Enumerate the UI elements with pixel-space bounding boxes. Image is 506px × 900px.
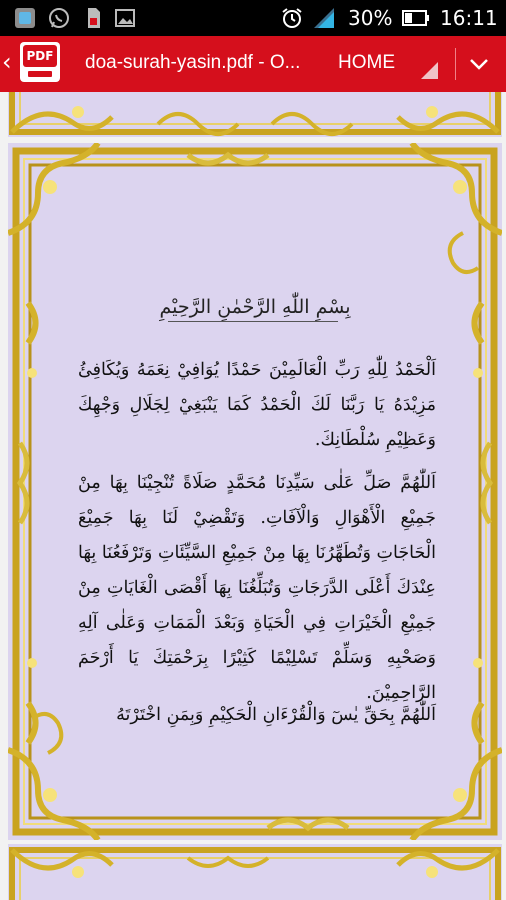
whatsapp-icon (48, 7, 70, 29)
home-button[interactable]: HOME (338, 52, 395, 73)
basmala-underline (168, 321, 338, 322)
pdf-page-next (8, 844, 502, 900)
battery-icon (402, 6, 430, 30)
back-icon[interactable]: ‹ (2, 48, 12, 76)
signal-icon (312, 6, 336, 30)
pdf-page (8, 143, 502, 840)
document-title[interactable]: doa-surah-yasin.pdf - O... (85, 52, 301, 73)
battery-percent: 30% (348, 6, 393, 30)
pdf-app-logo[interactable] (20, 42, 60, 82)
prayer-paragraph: اَللّٰهُمَّ بِحَقِّ يٰسٓ وَالْقُرْءَانِ الْحَكِيْمِ وَبِمَنِ اخْتَرْتَهُ (116, 705, 436, 725)
action-bar-divider (455, 48, 456, 80)
ornamental-frame (8, 844, 502, 900)
document-viewer[interactable] (0, 92, 506, 900)
prayer-paragraph: اَلْحَمْدُ لِلّٰهِ رَبِّ الْعَالَمِيْنَ حَمْدًا يُوَافِيْ نِعَمَهُ وَيُكَافِئُ مَزِيْدَهُ يَا رَبَّنَا لَكَ الْحَمْدُ كَمَا يَنْبَغِيْ لِجَلَالِ وَجْهِكَ وَعَظِيْمِ سُلْطَانِكَ. (78, 360, 436, 450)
ornamental-frame (8, 92, 502, 137)
image-icon (114, 7, 136, 29)
alarm-icon (280, 6, 304, 30)
status-bar (0, 0, 506, 36)
clock: 16:11 (440, 6, 498, 30)
app-icon (14, 7, 36, 29)
pdf-page-previous (8, 92, 502, 137)
basmala-heading: بِسْمِ اللّٰهِ الرَّحْمٰنِ الرَّحِيْمِ (159, 296, 351, 318)
sim-card-icon (82, 7, 104, 29)
prayer-paragraph: اَللّٰهُمَّ صَلِّ عَلٰى سَيِّدِنَا مُحَمَّدٍ صَلَاةً تُنْجِيْنَا بِهَا مِنْ جَمِيْعِ الْأَهْوَالِ وَالْآفَاتِ. وَتَقْضِيْ لَنَا بِهَا جَمِيْعَ الْحَاجَاتِ وَتُطَهِّرُنَا بِهَا مِنْ جَمِيْعِ السَّيِّئَاتِ وَتَرْفَعُنَا بِهَا عِنْدَكَ أَعْلَى الدَّرَجَاتِ وَتُبَلِّغُنَا بِهَا أَقْصَى الْغَايَاتِ مِنْ جَمِيْعِ الْخَيْرَاتِ فِي الْحَيَاةِ وَبَعْدَ الْمَمَاتِ وَعَلٰى آلِهِ وَصَحْبِهِ وَسَلِّمْ تَسْلِيْمًا كَثِيْرًا بِرَحْمَتِكَ يَا أَرْحَمَ الرَّاحِمِيْنَ. (78, 473, 436, 703)
chevron-down-icon[interactable] (468, 53, 490, 75)
pdf-logo-bar (28, 71, 52, 77)
dropdown-corner-icon (421, 62, 438, 79)
pdf-logo-text: PDF (23, 45, 57, 67)
